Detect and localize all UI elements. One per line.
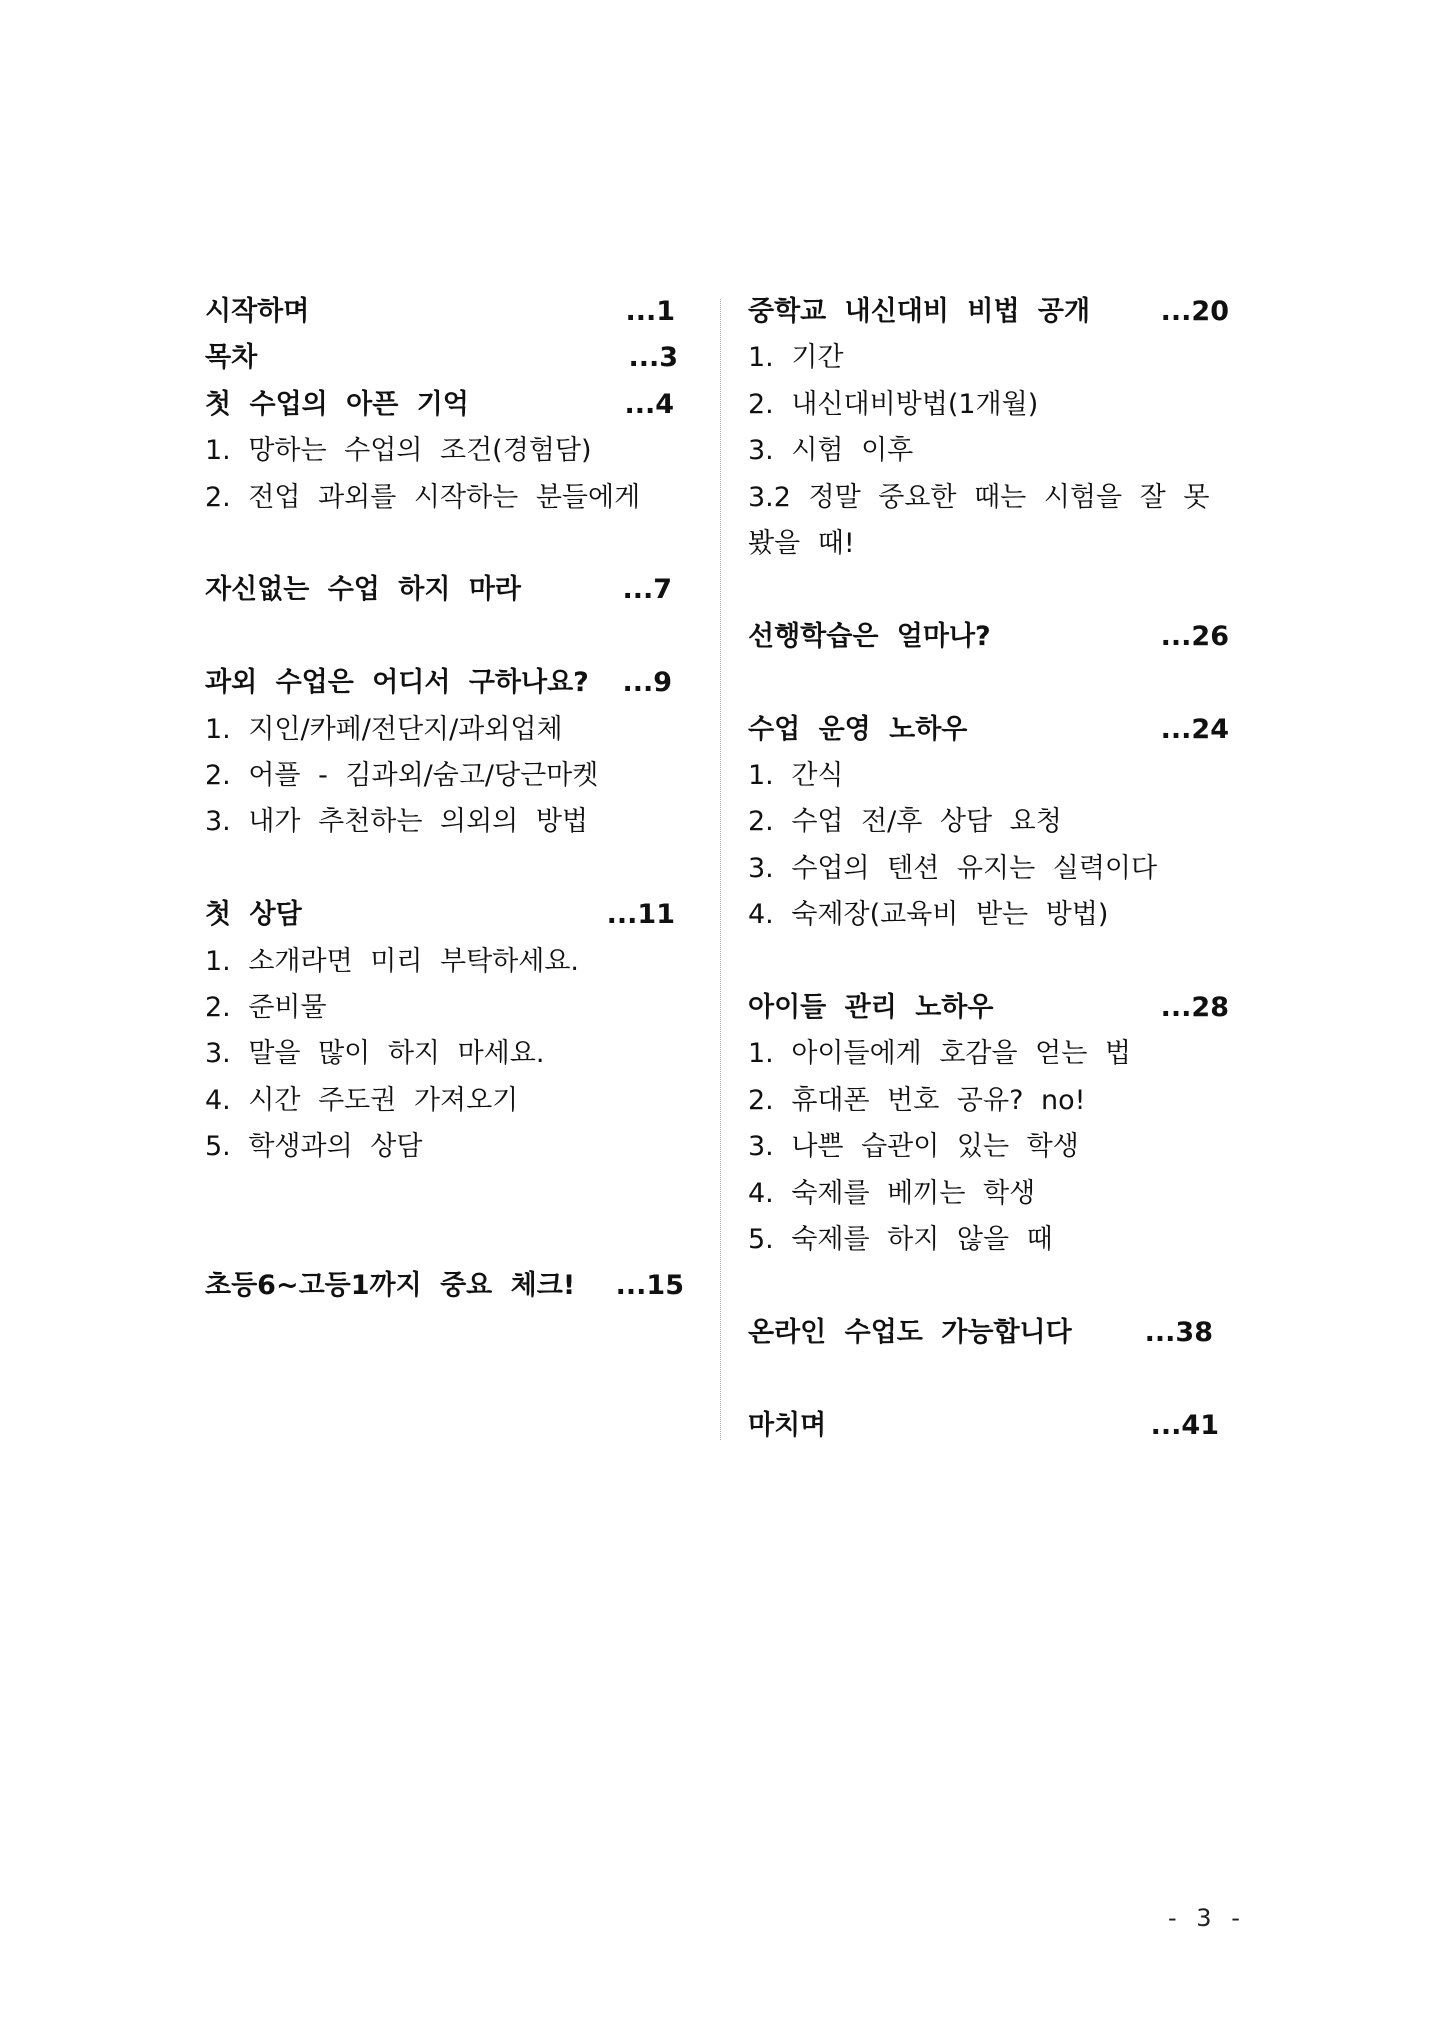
toc-entry-label: 1. 간식 xyxy=(748,760,844,791)
toc-section-entry xyxy=(748,846,1229,892)
toc-entry-label: 수업 운영 노하우 xyxy=(748,713,968,745)
toc-page-ref: ...15 xyxy=(615,1270,684,1302)
toc-entry-label: 2. 전업 과외를 시작하는 분들에게 xyxy=(205,481,641,513)
toc-page-ref: ...41 xyxy=(1150,1409,1219,1441)
toc-entry-label: 초등6~고등1까지 중요 체크! xyxy=(205,1270,576,1302)
toc-page-ref: ...26 xyxy=(1160,620,1229,652)
toc-entry-label: 온라인 수업도 가능합니다 xyxy=(748,1316,1072,1348)
toc-chapter-entry xyxy=(205,660,675,706)
toc-section-entry xyxy=(205,753,675,799)
toc-entry-label: 5. 학생과의 상담 xyxy=(205,1131,423,1163)
toc-entry-label: 2. 준비물 xyxy=(205,992,327,1023)
toc-entry-label: 시작하며 xyxy=(205,296,310,327)
toc-chapter-entry xyxy=(748,1310,1229,1356)
toc-entry-label: 3. 수업의 텐션 유지는 실력이다 xyxy=(748,852,1158,884)
toc-section-entry xyxy=(748,1171,1229,1217)
toc-section-entry xyxy=(205,428,675,474)
toc-section-entry xyxy=(748,753,1229,799)
toc-page-ref: ...7 xyxy=(622,574,672,606)
toc-entry-label: 아이들 관리 노하우 xyxy=(748,992,994,1023)
toc-entry-label: 4. 숙제장(교육비 받는 방법) xyxy=(748,899,1109,931)
toc-page-ref: ...11 xyxy=(606,899,675,931)
toc-chapter-entry xyxy=(205,382,675,428)
toc-chapter-entry xyxy=(748,1403,1229,1449)
toc-chapter-entry xyxy=(205,335,678,381)
toc-section-entry xyxy=(205,1031,675,1077)
toc-chapter-entry xyxy=(748,985,1229,1031)
toc-entry-label: 중학교 내신대비 비법 공개 xyxy=(748,296,1091,327)
toc-section-entry xyxy=(748,1217,1229,1263)
toc-section-entry xyxy=(205,1078,675,1124)
toc-entry-label: 2. 휴대폰 번호 공유? no! xyxy=(748,1084,1086,1116)
toc-page-ref: ...9 xyxy=(622,667,672,699)
toc-page-ref: ...20 xyxy=(1160,296,1229,327)
toc-section-entry xyxy=(748,1078,1229,1124)
toc-chapter-entry xyxy=(205,892,675,938)
toc-section-entry xyxy=(748,475,1229,521)
toc-entry-label: 3. 내가 추천하는 의외의 방법 xyxy=(205,806,588,838)
toc-section-entry xyxy=(748,335,1229,381)
toc-section-entry xyxy=(748,521,1229,567)
toc-section-entry xyxy=(748,382,1229,428)
toc-entry-label: 4. 시간 주도권 가져오기 xyxy=(205,1084,519,1116)
toc-entry-label: 첫 상담 xyxy=(205,899,302,931)
toc-entry-label: 2. 수업 전/후 상담 요청 xyxy=(748,806,1062,838)
toc-section-entry xyxy=(205,985,675,1031)
toc-section-entry xyxy=(205,939,675,985)
toc-entry-label: 3. 말을 많이 하지 마세요. xyxy=(205,1038,545,1070)
toc-entry-label: 1. 망하는 수업의 조건(경험담) xyxy=(205,435,592,467)
toc-entry-label: 봤을 때! xyxy=(748,528,855,559)
toc-section-entry xyxy=(205,1124,675,1170)
toc-page-ref: ...28 xyxy=(1160,992,1229,1023)
column-divider xyxy=(720,299,721,1440)
toc-entry-label: 1. 지인/카페/전단지/과외업체 xyxy=(205,713,563,745)
toc-entry-label: 2. 어플 - 김과외/숨고/당근마켓 xyxy=(205,760,599,791)
toc-section-entry xyxy=(748,799,1229,845)
toc-entry-label: 자신없는 수업 하지 마라 xyxy=(205,574,522,606)
toc-page-ref: ...4 xyxy=(624,388,674,420)
toc-entry-label: 1. 기간 xyxy=(748,342,844,374)
toc-section-entry xyxy=(748,428,1229,474)
toc-section-entry xyxy=(748,1124,1229,1170)
toc-entry-label: 1. 소개라면 미리 부탁하세요. xyxy=(205,945,579,977)
toc-chapter-entry xyxy=(205,567,675,613)
toc-chapter-entry xyxy=(748,289,1229,335)
toc-entry-label: 목차 xyxy=(205,342,258,374)
toc-entry-label: 4. 숙제를 베끼는 학생 xyxy=(748,1177,1036,1209)
toc-chapter-entry xyxy=(748,614,1229,660)
toc-section-entry xyxy=(205,799,675,845)
toc-chapter-entry xyxy=(748,707,1229,753)
toc-page-ref: ...3 xyxy=(628,342,678,374)
toc-entry-label: 선행학습은 얼마나? xyxy=(748,620,991,652)
toc-entry-label: 과외 수업은 어디서 구하나요? xyxy=(205,667,589,699)
toc-entry-label: 3. 시험 이후 xyxy=(748,435,914,467)
toc-page-ref: ...38 xyxy=(1144,1316,1213,1348)
toc-entry-label: 마치며 xyxy=(748,1409,827,1441)
toc-entry-label: 1. 아이들에게 호감을 얻는 법 xyxy=(748,1038,1131,1070)
toc-section-entry xyxy=(748,1031,1229,1077)
toc-entry-label: 3. 나쁜 습관이 있는 학생 xyxy=(748,1131,1079,1163)
toc-chapter-entry xyxy=(205,289,675,335)
toc-entry-label: 첫 수업의 아픈 기억 xyxy=(205,388,469,420)
toc-section-entry xyxy=(748,892,1229,938)
toc-chapter-entry xyxy=(205,1263,684,1309)
toc-entry-label: 2. 내신대비방법(1개월) xyxy=(748,388,1039,420)
toc-page-ref: ...1 xyxy=(625,296,675,327)
toc-section-entry xyxy=(205,475,675,521)
toc-section-entry xyxy=(205,707,675,753)
page-number: - 3 - xyxy=(1168,1904,1246,1932)
toc-entry-label: 3.2 정말 중요한 때는 시험을 잘 못 xyxy=(748,481,1210,513)
toc-page-ref: ...24 xyxy=(1160,713,1229,745)
toc-entry-label: 5. 숙제를 하지 않을 때 xyxy=(748,1224,1053,1255)
